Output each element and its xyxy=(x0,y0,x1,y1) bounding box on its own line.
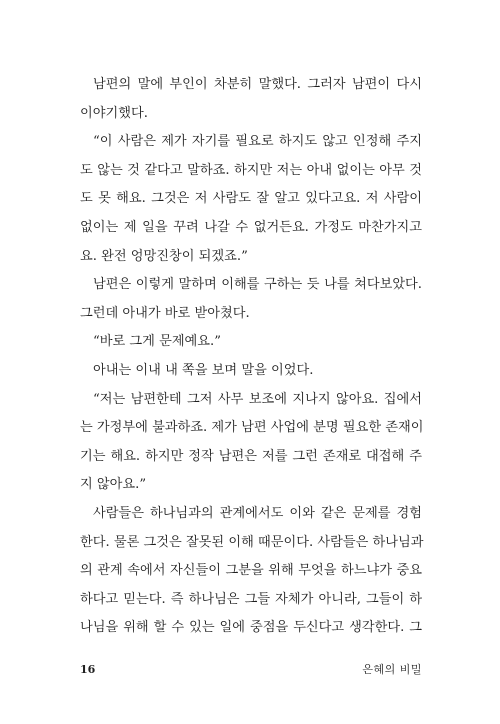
text-line: 이야기했다. xyxy=(80,105,148,121)
text-line: 도 못 해요. 그것은 저 사람도 잘 알고 있다고요. 저 사람이 xyxy=(80,191,422,207)
page-footer xyxy=(80,662,422,678)
text-line: 남편의 말에 부인이 차분히 말했다. 그러자 남편이 다시 xyxy=(93,77,422,92)
page-number: 16 xyxy=(80,663,96,676)
text-line: 나님을 위해 할 수 있는 일에 중점을 두신다고 생각한다. 그 xyxy=(80,620,422,636)
running-title: 은혜의 비밀 xyxy=(362,663,422,676)
text-line: “바로 그게 문제예요.” xyxy=(93,334,221,350)
text-line: 그런데 아내가 바로 받아쳤다. xyxy=(80,305,250,321)
text-line: “이 사람은 제가 자기를 필요로 하지도 않고 인정해 주지 xyxy=(93,134,422,150)
text-line: 도 않는 것 같다고 말하죠. 하지만 저는 아내 없이는 아무 것 xyxy=(80,162,422,178)
text-line: 없이는 제 일을 꾸려 나갈 수 없거든요. 가정도 마찬가지고 xyxy=(80,219,422,235)
text-line: 의 관계 속에서 자신들이 그분을 위해 무엇을 하느냐가 중요 xyxy=(80,563,422,579)
text-line: 요. 완전 엉망진창이 되겠죠.” xyxy=(80,248,248,264)
text-line: 지 않아요.” xyxy=(80,477,147,493)
text-line: 사람들은 하나님과의 관계에서도 이와 같은 문제를 경험 xyxy=(93,505,422,521)
text-line: 한다. 물론 그것은 잘못된 이해 때문이다. 사람들은 하나님과 xyxy=(80,534,424,550)
text-line: “저는 남편한테 그저 사무 보조에 지나지 않아요. 집에서 xyxy=(93,391,422,407)
text-line: 기는 해요. 하지만 정작 남편은 저를 그런 존재로 대접해 주 xyxy=(80,448,422,464)
text-line: 는 가정부에 불과하죠. 제가 남편 사업에 분명 필요한 존재이 xyxy=(80,420,424,436)
body-text xyxy=(80,71,422,643)
text-line: 아내는 이내 내 쪽을 보며 말을 이었다. xyxy=(93,362,314,378)
text-line: 하다고 믿는다. 즉 하나님은 그들 자체가 아니라, 그들이 하 xyxy=(80,591,422,607)
text-line: 남편은 이렇게 말하며 이해를 구하는 듯 나를 쳐다보았다. xyxy=(93,277,422,293)
